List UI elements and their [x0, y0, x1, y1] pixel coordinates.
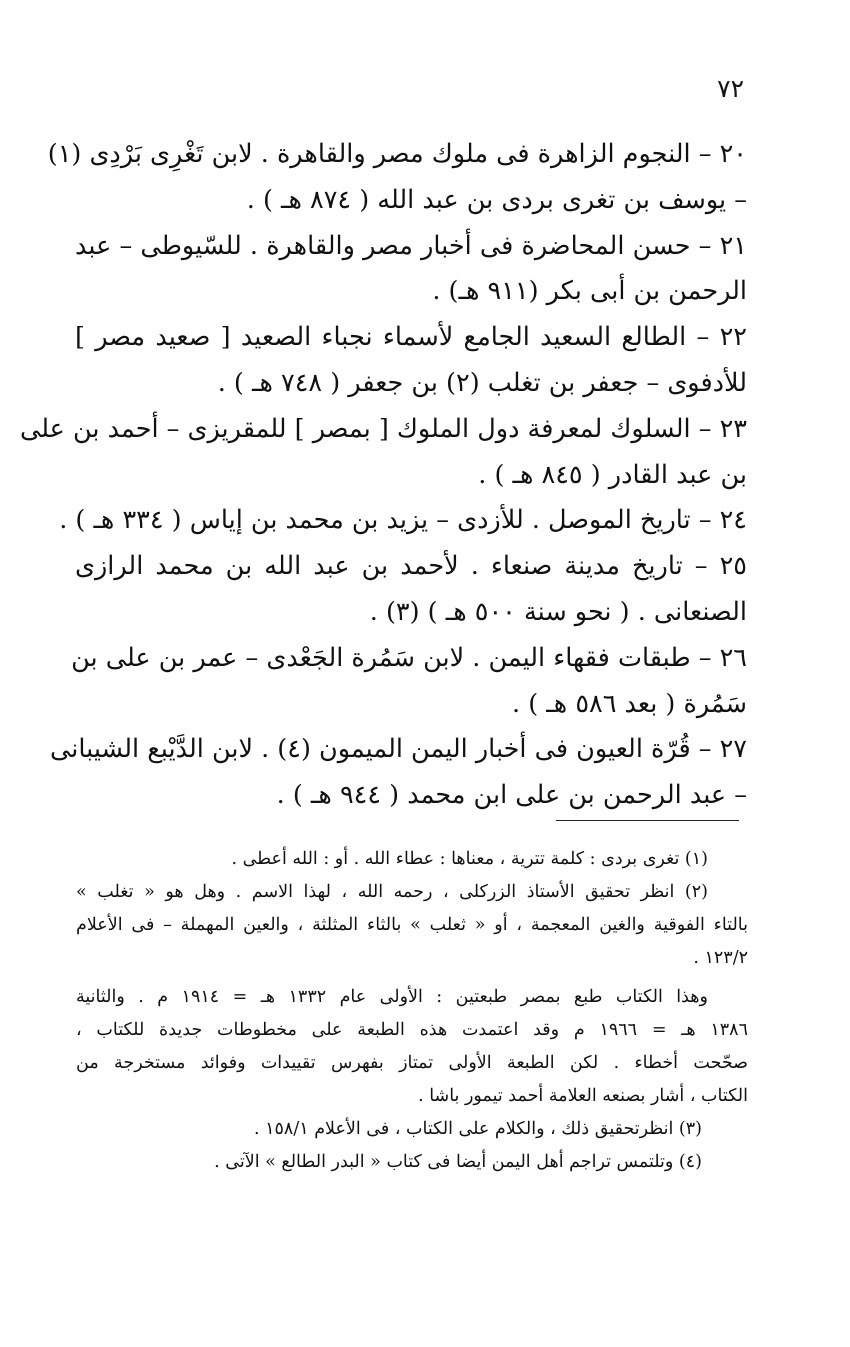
footnotes: [76, 843, 748, 1179]
entry-26-line-1: ٢٦ – طبقات فقهاء اليمن . لابن سَمُرة الجَعْدى – عمر بن على بن: [71, 642, 747, 673]
entry-22-line-1: ٢٢ – الطالع السعيد الجامع لأسماء نجباء الصعيد [ صعيد مصر ]: [75, 322, 747, 353]
entry-27-line-1: ٢٧ – قُرّة العيون فى أخبار اليمن الميمون (٤) . لابن الدَّيْبع الشيبانى: [50, 734, 747, 765]
entry-23-line-1: ٢٣ – السلوك لمعرفة دول الملوك [ بمصر ] للمقريزى – أحمد بن على: [19, 413, 747, 444]
footnote-para-line-4: الكتاب ، أشار بصنعه العلامة أحمد تيمور باشا .: [418, 1086, 748, 1106]
footnote-2-line-1: (٢) انظر تحقيق الأستاذ الزركلى ، رحمه الله ، لهذا الاسم . وهل هو « تغلب »: [76, 882, 708, 902]
entry-26-line-2: سَمُرة ( بعد ٥٨٦ هـ ) .: [512, 688, 747, 719]
entry-21-line-2: الرحمن بن أبى بكر (٩١١ هـ) .: [432, 276, 747, 307]
entry-20-line-2: – يوسف بن تغرى بردى بن عبد الله ( ٨٧٤ هـ ) .: [246, 184, 747, 215]
entry-24-line-1: ٢٤ – تاريخ الموصل . للأزدى – يزيد بن محمد بن إياس ( ٣٣٤ هـ ) .: [59, 505, 747, 536]
footnote-2-line-3: ١٢٣/٢ .: [693, 948, 748, 968]
entry-27-line-2: – عبد الرحمن بن على ابن محمد ( ٩٤٤ هـ ) .: [276, 780, 747, 811]
entry-25-line-1: ٢٥ – تاريخ مدينة صنعاء . لأحمد بن عبد الله بن محمد الرازى: [75, 551, 747, 582]
entry-22-line-2: للأدفوى – جعفر بن تغلب (٢) بن جعفر ( ٧٤٨ هـ ) .: [217, 367, 747, 398]
entry-20-line-1: ٢٠ – النجوم الزاهرة فى ملوك مصر والقاهرة . لابن تَغْرِى بَرْدِى (١): [47, 139, 747, 169]
footnote-separator: [556, 820, 739, 821]
footnote-4: (٤) وتلتمس تراجم أهل اليمن أيضا فى كتاب « البدر الطالع » الآتى .: [214, 1152, 702, 1172]
footnote-1: (١) تغرى بردى : كلمة تترية ، معناها : عطاء الله . أو : الله أعطى .: [231, 849, 708, 869]
footnote-para-line-2: ١٣٨٦ هـ = ١٩٦٦ م وقد اعتمدت هذه الطبعة على مخطوطات جديدة للكتاب ،: [76, 1020, 748, 1040]
entry-25-line-2: الصنعانى . ( نحو سنة ٥٠٠ هـ ) (٣) .: [369, 596, 747, 627]
footnote-3: (٣) انظرتحقيق ذلك ، والكلام على الكتاب ، فى الأعلام ١٥٨/١ .: [253, 1119, 702, 1139]
footnote-para-line-1: وهذا الكتاب طبع بمصر طبعتين : الأولى عام ١٣٣٢ هـ = ١٩١٤ م . والثانية: [76, 987, 708, 1007]
footnote-para-line-3: صحّحت أخطاء . لكن الطبعة الأولى تمتاز بفهرس تقييدات وفوائد مستخرجة من: [76, 1053, 748, 1073]
footnote-2-line-2: بالتاء الفوقية والغين المعجمة ، أو « ثعلب » بالثاء المثلثة ، والعين المهملة – فى الأعلام: [76, 915, 748, 935]
entry-21-line-1: ٢١ – حسن المحاضرة فى أخبار مصر والقاهرة . للسّيوطى – عبد: [75, 230, 747, 261]
page-number: ٧٢: [717, 74, 744, 103]
entry-23-line-2: بن عبد القادر ( ٨٤٥ هـ ) .: [478, 459, 747, 490]
bibliography-list: [19, 132, 747, 819]
